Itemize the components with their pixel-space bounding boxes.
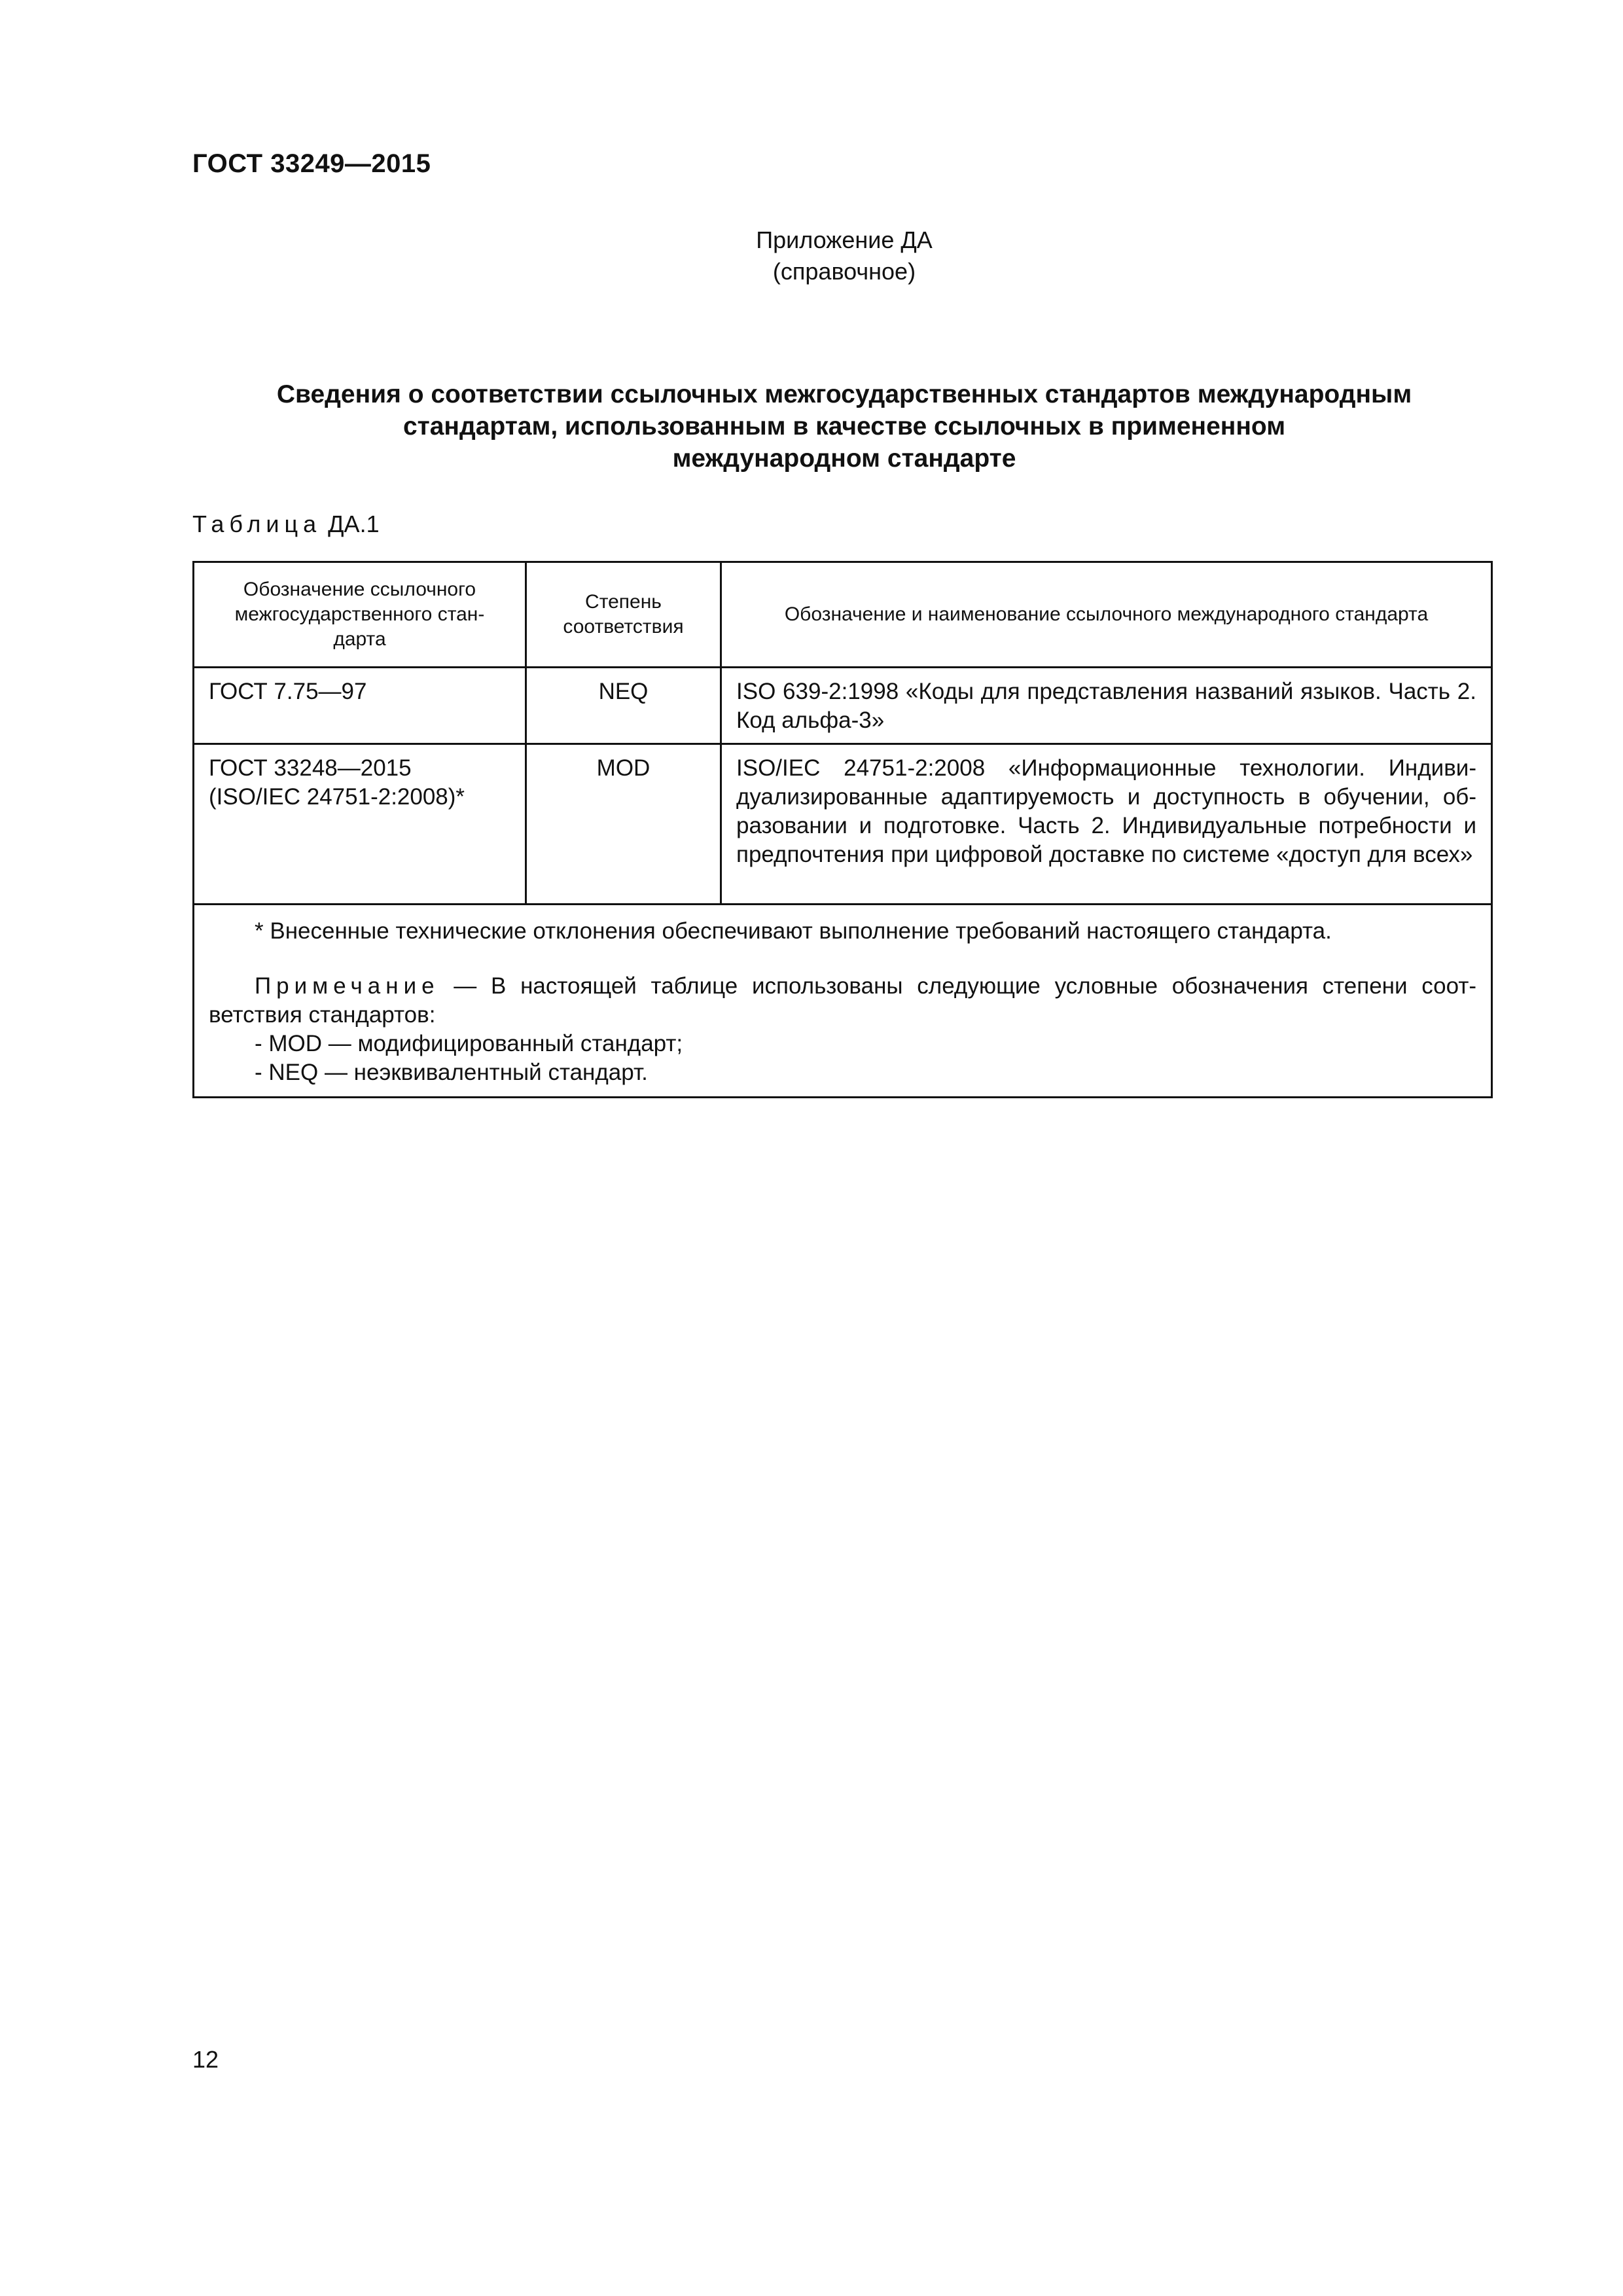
cell-degree: MOD xyxy=(527,745,722,903)
page-number: 12 xyxy=(192,2046,219,2073)
appendix-heading xyxy=(0,224,1623,287)
table-notes xyxy=(194,905,1491,1096)
standards-table xyxy=(192,561,1493,1098)
cell-international: ISO/IEC 24751-2:2008 «Информационные технологии. Индиви-дуализированные адаптируемость и доступность в обучении, об-разовании и подготовке. Часть 2. Индивидуальные потребности и предпочтения при цифровой доставке по системе «доступ для всех» xyxy=(736,755,1476,867)
cell-designation xyxy=(194,668,527,743)
note-text: — В настоящей таблице использованы следующие условные обозначения степени соот-ветствия стандартов: xyxy=(209,973,1476,1028)
table-row xyxy=(194,668,1491,745)
footnote: * Внесенные технические отклонения обеспечивают выполнение требований настоящего стандарта. xyxy=(255,918,1332,944)
cell-designation xyxy=(194,745,527,903)
table-caption-word: Таблица xyxy=(192,511,322,537)
table-row xyxy=(194,745,1491,905)
header-text: Обозначение и наименование ссылочного международного стандарта xyxy=(784,603,1429,625)
title-line: стандартам, использованным в качестве ссылочных в примененном xyxy=(402,412,1286,440)
header-degree xyxy=(527,563,722,666)
title-line: международном стандарте xyxy=(672,444,1016,473)
cell-degree: NEQ xyxy=(527,668,722,743)
table-notes-row xyxy=(194,905,1491,1096)
designation-text: ГОСТ 33248—2015 xyxy=(209,755,412,781)
table-header-row xyxy=(194,563,1491,668)
header-text: Обозначение ссылочного xyxy=(243,579,476,600)
table-caption-number: ДА.1 xyxy=(328,511,380,537)
header-designation xyxy=(194,563,527,666)
title-line: Сведения о соответствии ссылочных межгосударственных стандартов международным xyxy=(276,380,1412,408)
designation-extra-text: (ISO/IEC 24751-2:2008)* xyxy=(209,784,465,810)
note xyxy=(209,972,1476,1030)
section-title xyxy=(216,378,1472,475)
appendix-label: Приложение ДА xyxy=(756,226,933,253)
document-id: ГОСТ 33249—2015 xyxy=(192,149,431,178)
cell-international: ISO 639-2:1998 «Коды для представления названий языков. Часть 2. Код альфа-3» xyxy=(736,679,1476,733)
note-item: - NEQ — неэквивалентный стандарт. xyxy=(255,1060,648,1085)
note-item: - MOD — модифицированный стандарт; xyxy=(255,1031,683,1056)
table-caption xyxy=(192,511,380,538)
note-label: Примечание xyxy=(255,973,440,999)
header-text: соответствия xyxy=(563,616,684,637)
designation-text: ГОСТ 7.75—97 xyxy=(209,679,367,704)
header-text: дарта xyxy=(333,628,386,650)
header-text: межгосударственного стан- xyxy=(234,603,485,625)
header-text: Степень xyxy=(585,591,662,613)
header-international xyxy=(722,563,1491,666)
appendix-type: (справочное) xyxy=(772,258,916,285)
